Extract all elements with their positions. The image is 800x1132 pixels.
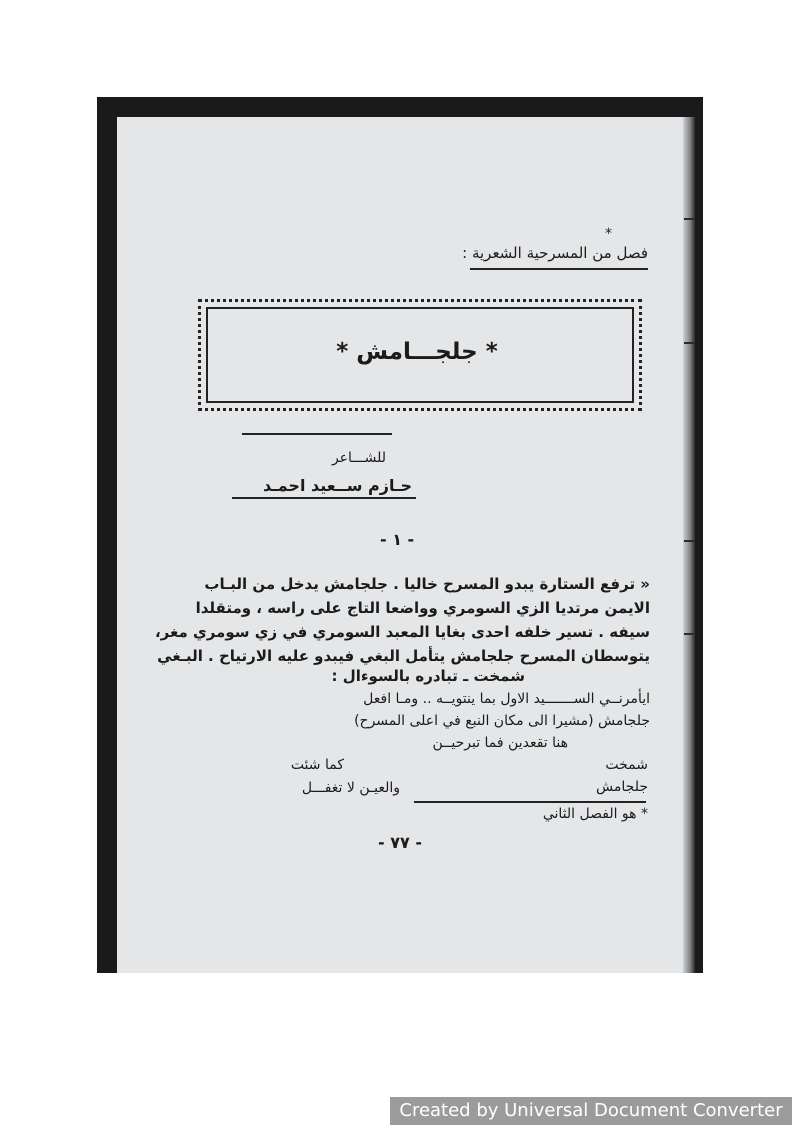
- play-title: * جلجـــامش *: [336, 339, 498, 365]
- page-number: - ٧٧ -: [378, 833, 422, 852]
- margin-mark: [684, 633, 694, 635]
- dialogue-line: كما شئت: [290, 757, 344, 773]
- author-label: للشـــاعر: [331, 450, 386, 466]
- margin-mark: [684, 540, 694, 542]
- stage-direction-line: الايمن مرتديا الزي السومري وواضعا التاج على راسه ، ومتقلدا: [195, 599, 650, 617]
- dialogue-line: والعيـن لا تغفـــل: [301, 780, 400, 796]
- scene-number: - ١ -: [380, 530, 415, 549]
- speaker-name: شمخت: [605, 757, 648, 773]
- dialogue-line: ايأمرنــي الســـــــيد الاول بما ينتويــه .. ومـا افعل: [363, 691, 650, 707]
- stage-direction-note: جلجامش (مشيرا الى مكان النبع في اعلى المسرح): [354, 713, 650, 729]
- section-label: فصل من المسرحية الشعرية :: [462, 244, 648, 262]
- stage-direction-line: شمخت ـ تبادره بالسوءال :: [331, 667, 525, 685]
- stage-direction-line: سيفه . تسير خلفه احدى بغايا المعبد السومري في زي سومري مغر،: [154, 623, 650, 641]
- speaker-name: جلجامش: [596, 779, 648, 795]
- margin-mark: [684, 218, 694, 220]
- margin-mark: [684, 342, 694, 344]
- divider: [232, 497, 416, 499]
- divider: [470, 268, 648, 270]
- dialogue-line: هنا تقعدين فما تبرحيــن: [432, 735, 568, 751]
- footnote-star-marker: *: [605, 226, 612, 242]
- footnote: * هو الفصل الثاني: [542, 806, 648, 822]
- page-binding-edge: [683, 117, 695, 973]
- divider: [242, 433, 392, 435]
- author-name: حـازم ســعيد احمـد: [262, 476, 412, 495]
- stage-direction-line: يتوسطان المسرح جلجامش يتأمل البغي فيبدو عليه الارتياح . البـغي: [157, 647, 650, 665]
- footnote-divider: [414, 801, 646, 803]
- converter-watermark: Created by Universal Document Converter: [390, 1097, 792, 1125]
- stage-direction-line: « ترفع الستارة يبدو المسرح خاليا . جلجامش يدخل من البـاب: [204, 575, 650, 593]
